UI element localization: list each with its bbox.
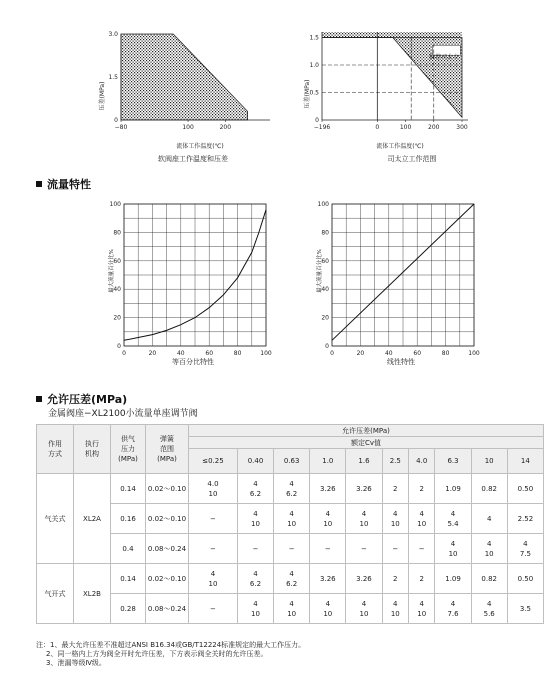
hatch-top-band xyxy=(322,32,462,38)
y-tick-label: 40 xyxy=(321,286,329,294)
bullet-square-icon xyxy=(36,396,42,402)
equal-percentage-chart xyxy=(108,196,278,368)
stellite-annotation: 推荐司太立 xyxy=(428,54,460,61)
value-cell: 2.52 xyxy=(507,504,543,534)
value-cell: 4 10 xyxy=(435,534,471,564)
supply-cell: 0.16 xyxy=(111,504,146,534)
table-row xyxy=(37,594,544,624)
spring-cell: 0.02～0.10 xyxy=(146,474,189,504)
y-tick-label: 20 xyxy=(113,314,121,322)
y-tick-label: 20 xyxy=(321,314,329,322)
section-title: 允许压差(MPa) xyxy=(47,393,128,406)
table-row xyxy=(37,504,544,534)
value-cell: 4 6.2 xyxy=(237,474,273,504)
cv-header-cell: 6.3 xyxy=(435,449,471,474)
value-cell: − xyxy=(274,534,310,564)
y-tick-label: 3.0 xyxy=(108,31,118,38)
spring-cell: 0.08～0.24 xyxy=(146,534,189,564)
y-axis-label: 最大流量百分比% xyxy=(109,249,115,293)
value-cell: 4 10 xyxy=(382,504,408,534)
allowable-pressure-table xyxy=(36,424,544,624)
value-cell: 4.0 10 xyxy=(189,474,238,504)
value-cell: 4 10 xyxy=(346,504,382,534)
cv-header-cell: ≤0.25 xyxy=(189,449,238,474)
header-spring: 弹簧 范围 (MPa) xyxy=(146,425,189,474)
x-tick-label: 80 xyxy=(233,350,242,357)
value-cell: − xyxy=(310,534,346,564)
x-tick-label: 200 xyxy=(219,124,232,131)
chart-caption: 软阀座工作温度和压差 xyxy=(158,155,228,163)
y-tick-label: 0 xyxy=(325,343,329,350)
y-tick-label: 80 xyxy=(113,229,121,237)
note-2: 2、同一格内上方为阀全开时允许压差，下方表示阀全关时的允许压差。 xyxy=(46,650,268,658)
x-tick-label: 100 xyxy=(182,124,194,131)
x-tick-label: 0 xyxy=(330,350,334,357)
x-tick-label: 20 xyxy=(356,350,365,357)
value-cell: 4 10 xyxy=(409,594,435,624)
x-tick-label: 100 xyxy=(468,350,480,357)
chart-caption: 等百分比特性 xyxy=(172,358,214,366)
y-tick-label: 0 xyxy=(114,117,118,124)
y-tick-label: 60 xyxy=(321,257,329,265)
mode-cell: 气关式 xyxy=(37,474,74,564)
note-3: 3、泄漏等级Ⅳ级。 xyxy=(46,659,106,667)
spring-cell: 0.02～0.10 xyxy=(146,504,189,534)
supply-cell: 0.28 xyxy=(111,594,146,624)
x-tick-label: 200 xyxy=(428,124,440,131)
cv-header-cell: 1.6 xyxy=(346,449,382,474)
value-cell: 4 10 xyxy=(274,594,310,624)
value-cell: 4 5.4 xyxy=(435,504,471,534)
note-1: 注：1、最大允许压差不准超过ANSI B16.34或GB/T12224标准规定的最大工作压力。 xyxy=(36,641,306,649)
value-cell: 0.82 xyxy=(471,564,507,594)
y-tick-label: 1.5 xyxy=(309,34,319,42)
value-cell: 3.5 xyxy=(507,594,543,624)
x-tick-label: 80 xyxy=(441,350,450,357)
y-axis-label: 压差(MPa) xyxy=(99,81,106,111)
x-axis-label: 流体工作温度(℃) xyxy=(376,143,424,150)
value-cell: 2 xyxy=(409,564,435,594)
value-cell: − xyxy=(189,594,238,624)
value-cell: 4 10 xyxy=(409,504,435,534)
spring-cell: 0.08～0.24 xyxy=(146,594,189,624)
value-cell: 0.50 xyxy=(507,564,543,594)
mode-cell: 气开式 xyxy=(37,564,74,624)
spring-cell: 0.02～0.10 xyxy=(146,564,189,594)
soft-seat-region xyxy=(121,34,248,120)
y-tick-label: 80 xyxy=(321,229,329,237)
value-cell: − xyxy=(189,504,238,534)
linear-chart xyxy=(316,196,486,368)
cv-header-cell: 4.0 xyxy=(409,449,435,474)
value-cell: 4 6.2 xyxy=(237,564,273,594)
y-tick-label: 1.5 xyxy=(108,74,118,81)
table-row xyxy=(37,564,544,594)
value-cell: 1.09 xyxy=(435,564,471,594)
mechanism-cell: XL2A xyxy=(74,474,111,564)
value-cell: 3.26 xyxy=(346,564,382,594)
value-cell: 4 10 xyxy=(310,594,346,624)
cv-header-cell: 1.0 xyxy=(310,449,346,474)
soft-seat-chart xyxy=(95,24,275,174)
value-cell: 4 10 xyxy=(189,564,238,594)
value-cell: 0.50 xyxy=(507,474,543,504)
x-tick-label: 100 xyxy=(260,350,272,357)
bullet-square-icon xyxy=(36,181,42,187)
header-cv: 额定Cv值 xyxy=(189,437,544,449)
value-cell: 4 10 xyxy=(346,594,382,624)
mechanism-cell: XL2B xyxy=(74,564,111,624)
chart-caption: 线性特性 xyxy=(387,358,415,366)
y-tick-label: 0 xyxy=(315,117,319,124)
section-heading-pressure xyxy=(36,391,127,407)
value-cell: 4 10 xyxy=(471,534,507,564)
x-tick-label: −80 xyxy=(114,124,128,131)
supply-cell: 0.4 xyxy=(111,534,146,564)
y-tick-label: 100 xyxy=(317,201,329,208)
value-cell: 3.26 xyxy=(310,564,346,594)
value-cell: − xyxy=(189,534,238,564)
value-cell: 4 10 xyxy=(310,504,346,534)
value-cell: 1.09 xyxy=(435,474,471,504)
y-tick-label: 40 xyxy=(113,286,121,294)
value-cell: 4 10 xyxy=(382,594,408,624)
supply-cell: 0.14 xyxy=(111,474,146,504)
x-tick-label: 60 xyxy=(205,350,214,357)
x-tick-label: 40 xyxy=(176,350,185,357)
value-cell: 4 6.2 xyxy=(274,564,310,594)
x-axis-label: 流体工作温度(℃) xyxy=(176,143,224,150)
y-axis-label: 压差(MPa) xyxy=(304,79,311,109)
value-cell: − xyxy=(382,534,408,564)
cv-header-cell: 10 xyxy=(471,449,507,474)
cv-header-cell: 0.63 xyxy=(274,449,310,474)
header-mode: 作用 方式 xyxy=(37,425,74,474)
y-tick-label: 1.0 xyxy=(309,62,319,69)
chart-caption: 司太立工作范围 xyxy=(387,155,437,163)
cv-header-cell: 2.5 xyxy=(382,449,408,474)
x-tick-label: 0 xyxy=(375,124,380,131)
cv-header-cell: 14 xyxy=(507,449,543,474)
y-tick-label: 100 xyxy=(109,201,121,208)
x-tick-label: −196 xyxy=(313,124,331,131)
cv-header-cell: 0.40 xyxy=(237,449,273,474)
y-axis-label: 最大流量百分比% xyxy=(317,249,323,293)
value-cell: 4 xyxy=(471,504,507,534)
value-cell: 4 7.6 xyxy=(435,594,471,624)
value-cell: 4 5.6 xyxy=(471,594,507,624)
x-tick-label: 0 xyxy=(122,350,126,357)
value-cell: − xyxy=(409,534,435,564)
value-cell: 2 xyxy=(382,564,408,594)
y-tick-label: 0.5 xyxy=(309,89,319,97)
table-row xyxy=(37,534,544,564)
value-cell: 3.26 xyxy=(346,474,382,504)
section-title: 流量特性 xyxy=(47,178,91,191)
value-cell: 4 7.5 xyxy=(507,534,543,564)
section-heading-flow xyxy=(36,176,91,192)
value-cell: 4 10 xyxy=(237,504,273,534)
x-tick-label: 20 xyxy=(148,350,157,357)
value-cell: − xyxy=(237,534,273,564)
x-tick-label: 300 xyxy=(456,124,468,131)
value-cell: 3.26 xyxy=(310,474,346,504)
value-cell: 2 xyxy=(409,474,435,504)
stellite-chart xyxy=(300,24,510,174)
value-cell: 4 6.2 xyxy=(274,474,310,504)
y-tick-label: 60 xyxy=(113,257,121,265)
notes xyxy=(36,641,546,668)
value-cell: 4 10 xyxy=(237,594,273,624)
x-tick-label: 100 xyxy=(399,124,412,131)
supply-cell: 0.14 xyxy=(111,564,146,594)
table-subtitle: 金属阀座−XL2100小流量单座调节阀 xyxy=(48,409,198,419)
value-cell: 0.82 xyxy=(471,474,507,504)
value-cell: 4 10 xyxy=(274,504,310,534)
header-supply: 供气 压力 (MPa) xyxy=(111,425,146,474)
value-cell: 2 xyxy=(382,474,408,504)
x-tick-label: 40 xyxy=(384,350,393,357)
header-allowable: 允许压差(MPa) xyxy=(189,425,544,437)
x-tick-label: 60 xyxy=(413,350,422,357)
table-row xyxy=(37,474,544,504)
value-cell: − xyxy=(346,534,382,564)
header-mechanism: 执行 机构 xyxy=(74,425,111,474)
y-tick-label: 0 xyxy=(117,343,121,350)
